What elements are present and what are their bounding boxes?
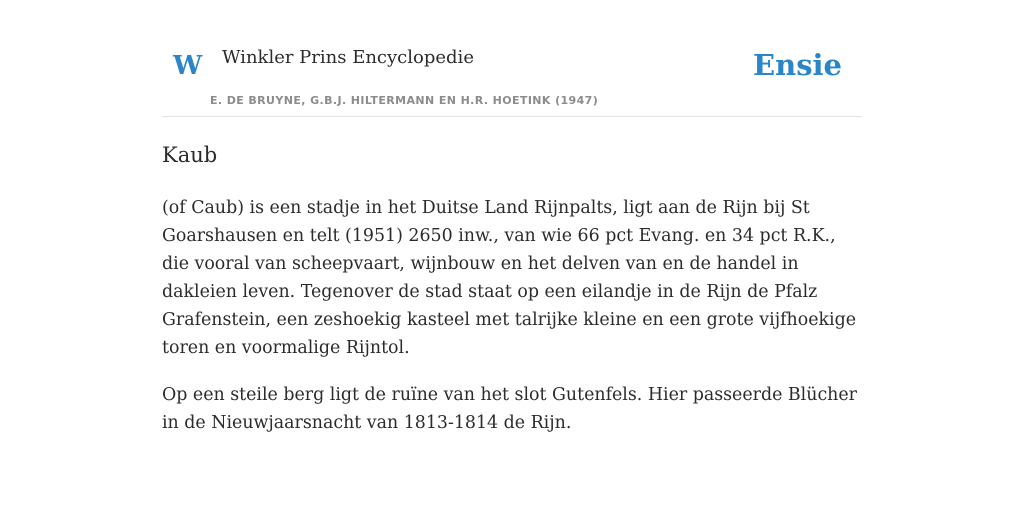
source-title[interactable]: Winkler Prins Encyclopedie — [222, 47, 474, 68]
source-logo[interactable]: W — [173, 51, 203, 81]
article-title: Kaub — [162, 143, 218, 167]
article-paragraph: (of Caub) is een stadje in het Duitse Land Rijnpalts, ligt aan de Rijn bij St Goarshausen en telt (1951) 2650 inw., van wie 66 pct Evang. en 34 pct R.K., die vooral van scheepvaart, wijnbouw en het delven van en de handel in dakleien leven. Tegenover de stad staat op een eilandje in de Rijn de Pfalz Grafenstein, een zeshoekig kasteel met talrijke kleine en een grote vijfhoekige toren en voormalige Rijntol. — [162, 198, 857, 359]
source-header — [162, 0, 862, 117]
article-paragraph: Op een steile berg ligt de ruïne van het slot Gutenfels. Hier passeerde Blücher in de Nieuwjaarsnacht van 1813-1814 de Rijn. — [162, 385, 857, 434]
ensie-logo-link[interactable]: Ensie — [753, 48, 842, 82]
article-page — [162, 0, 862, 437]
source-authors: E. DE BRUYNE, G.B.J. HILTERMANN EN H.R. HOETINK (1947) — [210, 94, 599, 107]
